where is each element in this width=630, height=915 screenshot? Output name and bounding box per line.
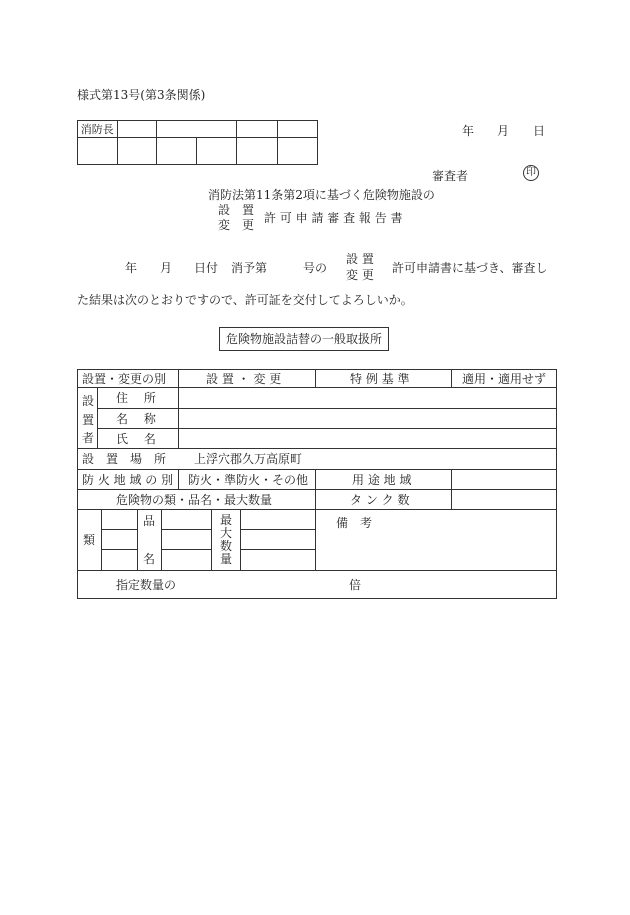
date-year: 年 — [462, 124, 475, 138]
applicant-char-3: 者 — [82, 431, 95, 445]
intro-text-end: 許可申請書に基づき、審査し — [392, 261, 548, 275]
title-suffix: 許 可 申 請 審 査 報 告 書 — [264, 211, 403, 225]
max-qty-char-4: 量 — [220, 552, 233, 566]
max-qty-char-1: 最 — [220, 513, 233, 527]
install-change-value: 設 置 ・ 変 更 — [206, 372, 282, 386]
title-option-change: 変 更 — [218, 218, 255, 232]
intro-ref-prefix: 消予第 — [231, 261, 268, 275]
install-change-label: 設置・変更の別 — [82, 372, 167, 386]
fire-chief-label: 消防長 — [78, 121, 118, 138]
intro-option-install: 設 置 — [346, 252, 374, 266]
intro-day: 日付 — [194, 261, 219, 275]
applicant-char-1: 設 — [82, 394, 95, 408]
date-month: 月 — [497, 124, 510, 138]
location-label: 設 置 場 所 — [82, 452, 167, 466]
fire-zone-label: 防 火 地 域 の 別 — [82, 473, 174, 487]
applicant-person-label: 氏 名 — [116, 432, 156, 446]
max-qty-char-3: 数 — [220, 539, 233, 553]
form-number: 様式第13号(第3条関係) — [77, 88, 206, 102]
multiple-unit: 倍 — [349, 578, 362, 592]
date-day: 日 — [533, 124, 546, 138]
special-standard-value: 適用・適用せず — [462, 372, 547, 386]
title-line1: 消防法第11条第2項に基づく危険物施設の — [208, 188, 435, 202]
reviewer-label: 審査者 — [432, 169, 469, 183]
intro-line2: た結果は次のとおりですので、許可証を交付してよろしいか。 — [77, 293, 413, 307]
special-standard-label: 特 例 基 準 — [350, 372, 410, 386]
intro-option-change: 変 更 — [346, 268, 374, 282]
intro-year: 年 — [125, 261, 138, 275]
title-option-install: 設 置 — [218, 203, 255, 217]
tank-count-label: タ ン ク 数 — [350, 493, 410, 507]
applicant-address-label: 住 所 — [116, 391, 156, 405]
item-label-top: 品 — [143, 514, 156, 528]
applicant-char-2: 置 — [82, 413, 95, 427]
intro-ref-suffix: 号の — [303, 261, 328, 275]
max-qty-char-2: 大 — [220, 526, 233, 540]
use-zone-label: 用 途 地 域 — [352, 473, 412, 487]
fire-zone-value: 防火・準防火・その他 — [188, 473, 309, 487]
designated-qty-label: 指定数量の — [116, 578, 177, 592]
intro-month: 月 — [160, 261, 173, 275]
remarks-label: 備 考 — [336, 516, 373, 530]
location-value: 上浮穴郡久万高原町 — [194, 452, 303, 466]
class-label: 類 — [83, 533, 96, 547]
hazmat-label: 危険物の類・品名・最大数量 — [116, 493, 273, 507]
seal-mark: 印 — [523, 165, 539, 181]
applicant-name-corp-label: 名 称 — [116, 412, 156, 426]
item-label-bottom: 名 — [143, 552, 156, 566]
facility-type-box: 危険物施設詰替の一般取扱所 — [219, 327, 389, 351]
